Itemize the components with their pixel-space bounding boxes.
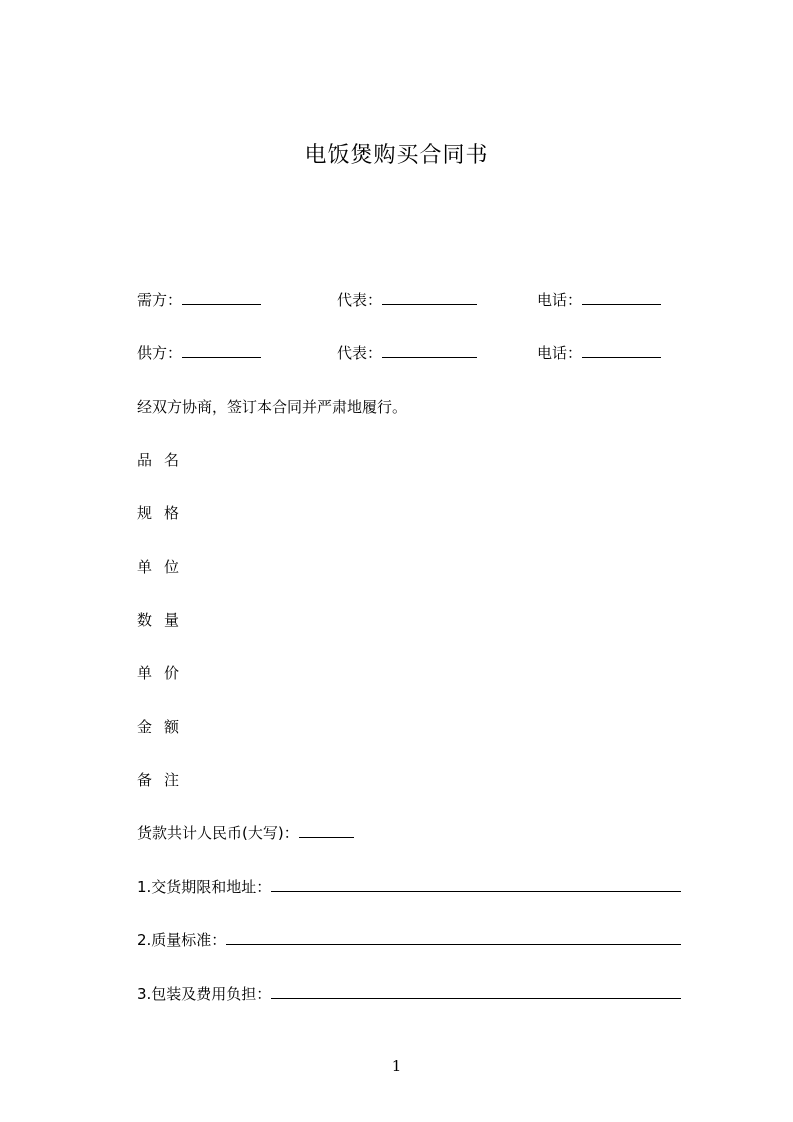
document-title: 电饭煲购买合同书 (304, 143, 489, 168)
item-char: 备 (137, 771, 153, 789)
supplier-rep-blank[interactable] (382, 343, 477, 358)
total-amount-line (137, 823, 354, 843)
supplier-rep-label: 代表： (337, 344, 383, 362)
buyer-rep-label: 代表： (337, 291, 383, 309)
buyer-label: 需方： (137, 291, 183, 309)
item-char: 规 (137, 504, 153, 522)
term-quality (137, 930, 681, 950)
item-char: 名 (164, 451, 180, 469)
supplier-field (137, 343, 261, 363)
buyer-name-blank[interactable] (182, 290, 261, 305)
buyer-phone-blank[interactable] (582, 290, 661, 305)
buyer-rep-blank[interactable] (382, 290, 477, 305)
term-delivery (137, 877, 681, 897)
page-number: 1 (391, 1057, 402, 1075)
intro-text: 经双方协商，签订本合同并严肃地履行。 (137, 398, 408, 416)
item-label-spec (137, 503, 179, 523)
buyer-phone-label: 电话： (537, 291, 583, 309)
item-char: 位 (164, 558, 180, 576)
item-label-quantity (137, 610, 179, 630)
item-char: 量 (164, 611, 180, 629)
buyer-row (137, 290, 677, 310)
item-char: 金 (137, 718, 153, 736)
total-amount-label: 货款共计人民币(大写)： (137, 824, 299, 842)
item-char: 单 (137, 664, 153, 682)
buyer-field (137, 290, 261, 310)
supplier-phone-label: 电话： (537, 344, 583, 362)
item-char: 额 (164, 718, 180, 736)
item-label-amount (137, 717, 179, 737)
item-char: 单 (137, 558, 153, 576)
term-quality-label: 2.质量标准： (137, 931, 227, 949)
item-char: 价 (164, 664, 180, 682)
supplier-name-blank[interactable] (182, 343, 261, 358)
term-packaging (137, 984, 681, 1004)
supplier-phone-blank[interactable] (582, 343, 661, 358)
item-label-unit (137, 557, 179, 577)
supplier-rep-field (337, 343, 477, 363)
term-packaging-blank[interactable] (271, 984, 681, 999)
item-char: 品 (137, 451, 153, 469)
term-packaging-label: 3.包装及费用负担： (137, 985, 272, 1003)
supplier-row (137, 343, 677, 363)
buyer-rep-field (337, 290, 477, 310)
item-label-name (137, 450, 179, 470)
supplier-label: 供方： (137, 344, 183, 362)
item-char: 格 (164, 504, 180, 522)
item-char: 注 (164, 771, 180, 789)
total-amount-blank[interactable] (299, 823, 354, 838)
term-quality-blank[interactable] (226, 930, 681, 945)
term-delivery-label: 1.交货期限和地址： (137, 878, 272, 896)
buyer-phone-field (537, 290, 661, 310)
supplier-phone-field (537, 343, 661, 363)
item-label-remarks (137, 770, 179, 790)
item-char: 数 (137, 611, 153, 629)
item-label-unit-price (137, 663, 179, 683)
term-delivery-blank[interactable] (271, 877, 681, 892)
